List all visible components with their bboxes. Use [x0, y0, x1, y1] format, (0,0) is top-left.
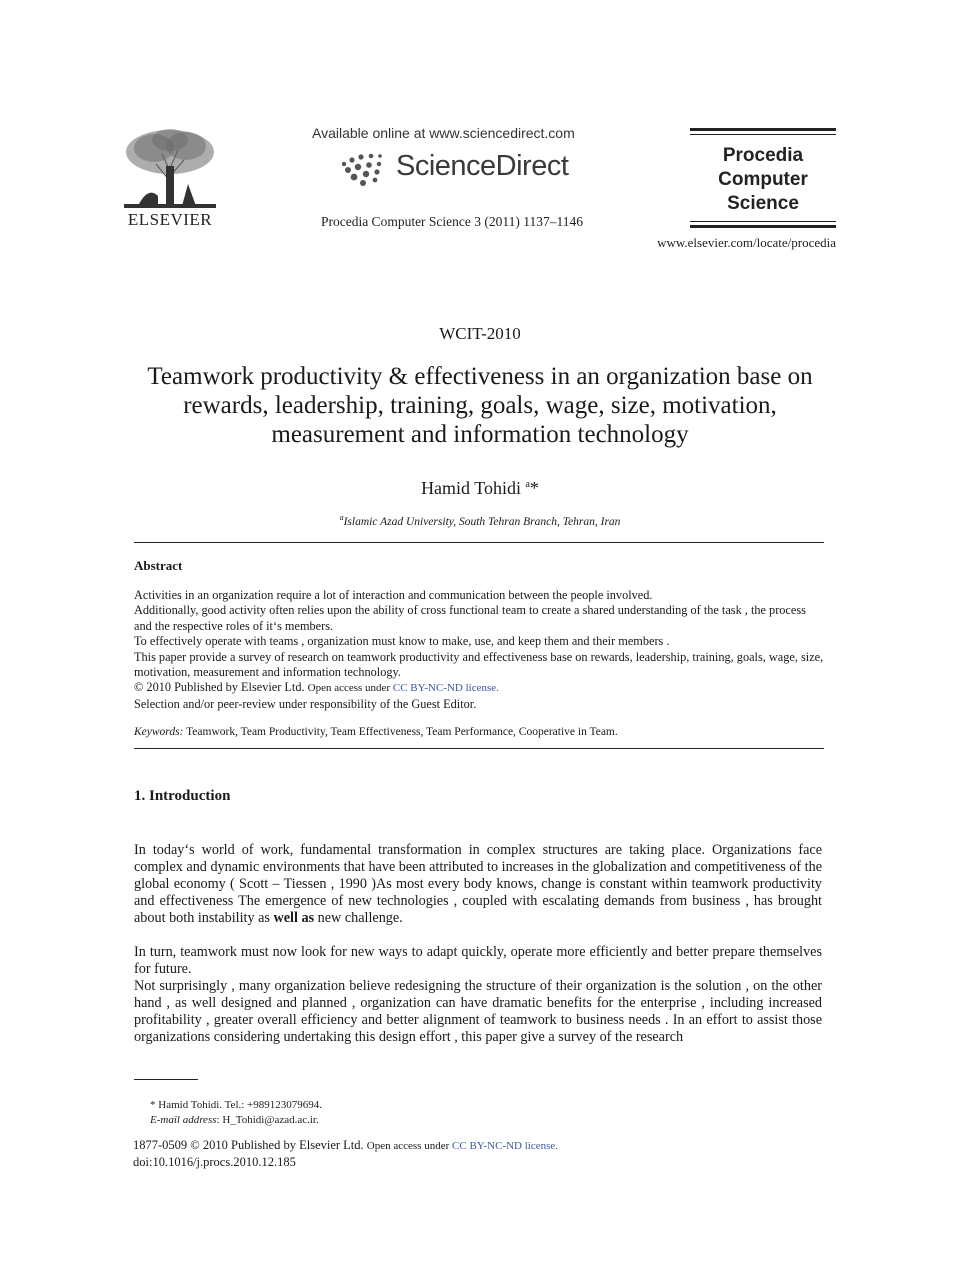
rule [690, 128, 836, 131]
abstract-line: To effectively operate with teams , organization must know to make, use, and keep them and their members . [134, 634, 670, 649]
open-access-text: Open access under [307, 682, 393, 695]
intro-paragraph-1 [134, 842, 822, 927]
abstract-line: Activities in an organization require a lot of interaction and communication between the people involved. [134, 588, 653, 602]
journal-name-line: Science [727, 193, 799, 214]
email-label: E-mail address [150, 1114, 217, 1126]
footnote-contact: * Hamid Tohidi. Tel.: +989123079694. [150, 1099, 323, 1111]
footnote-email [150, 1114, 319, 1126]
abstract-body [134, 588, 824, 712]
journal-reference: Procedia Computer Science 3 (2011) 1137–1146 [320, 214, 584, 229]
elsevier-logo [118, 126, 222, 232]
divider [134, 748, 824, 749]
paragraph-text: new challenge. [314, 910, 403, 926]
keywords-line [134, 726, 824, 738]
open-access-text: Open access under [366, 1140, 453, 1152]
journal-title-box [690, 128, 836, 228]
issn-text: 1877-0509 © 2010 Published by Elsevier Ltd. [133, 1138, 367, 1152]
rule [690, 225, 836, 228]
keywords-text: Teamwork, Team Productivity, Team Effectiveness, Team Performance, Cooperative in Team. [183, 726, 618, 738]
rule [690, 134, 836, 135]
footnote-rule [134, 1079, 198, 1080]
author-line [0, 478, 960, 499]
title-line: Teamwork productivity & effectiveness in an organization base on [147, 363, 813, 390]
journal-name-line: Computer [718, 169, 808, 190]
journal-name-line: Procedia [722, 145, 804, 166]
author-affiliation-mark: a [525, 479, 530, 490]
affiliation-text: Islamic Azad University, South Tehran Branch, Tehran, Iran [343, 515, 621, 528]
conference-name: WCIT-2010 [439, 324, 521, 343]
license-link[interactable]: CC BY-NC-ND license. [452, 1140, 559, 1152]
section-heading: 1. Introduction [134, 788, 231, 804]
abstract-line: Additionally, good activity often relies upon the ability of cross functional team to create a shared understanding of the task , the process and the respective roles of it‘s members. [134, 603, 806, 633]
issn-line [133, 1138, 558, 1153]
title-line: rewards, leadership, training, goals, wage, size, motivation, [183, 392, 777, 419]
peer-review-line: Selection and/or peer-review under responsibility of the Guest Editor. [134, 696, 477, 711]
license-link[interactable]: CC BY-NC-ND license. [392, 682, 499, 695]
doi-link[interactable]: doi:10.1016/j.procs.2010.12.185 [133, 1155, 296, 1169]
divider [134, 542, 824, 543]
title-line: measurement and information technology [271, 421, 689, 448]
sciencedirect-dots-icon [336, 148, 394, 188]
abstract-heading: Abstract [134, 558, 183, 573]
corresponding-star: * [529, 478, 539, 498]
bold-text: well as [273, 910, 315, 926]
paragraph [134, 842, 822, 927]
elsevier-tree-icon [118, 126, 222, 210]
paragraph-text: In today‘s world of work, fundamental transformation in complex structures are taking place. Organizations face complex and dynamic environments that have been attributed to increases in the globalization and competitiveness of the global economy ( Scott – Tiessen , 1990 )As most every body knows, change is constant within teamwork productivity and effectiveness The emergence of new technologies , coupled with escalating demands from business , has brought about both instability as [134, 842, 822, 926]
email-address: : H_Tohidi@azad.ac.ir. [216, 1114, 319, 1126]
paper-title [130, 362, 830, 449]
available-online-text: Available online at www.sciencedirect.com [312, 125, 575, 141]
copyright-line [134, 680, 824, 696]
journal-name [690, 144, 836, 216]
sciencedirect-wordmark: ScienceDirect [396, 150, 569, 182]
author-name: Hamid Tohidi [421, 478, 526, 498]
affiliation-line [0, 513, 960, 528]
paragraph: In turn, teamwork must now look for new ways to adapt quickly, operate more efficiently and better prepare themselves for future. [134, 944, 822, 977]
affiliation-mark: a [339, 513, 344, 522]
rule [690, 221, 836, 222]
intro-paragraph-2 [134, 944, 822, 1046]
journal-url-link[interactable]: www.elsevier.com/locate/procedia [657, 235, 836, 250]
copyright-text: © 2010 Published by Elsevier Ltd. [134, 680, 308, 695]
paragraph: Not surprisingly , many organization believe redesigning the structure of their organization is the solution , on the other hand , as well designed and planned , organization can have dramatic benefits for the enterprise , including increased profitability , greater overall efficiency and better alignment of teamwork to business needs . In an effort to assist those organizations considering undertaking this design effort , this paper give a survey of the research [134, 978, 822, 1045]
sciencedirect-logo [336, 148, 586, 192]
elsevier-wordmark: ELSEVIER [127, 210, 213, 229]
abstract-line: This paper provide a survey of research on teamwork productivity and effectiveness base on rewards, leadership, training, goals, wage, size, motivation, measurement and information technology. [134, 649, 824, 680]
keywords-label: Keywords: [134, 726, 184, 738]
